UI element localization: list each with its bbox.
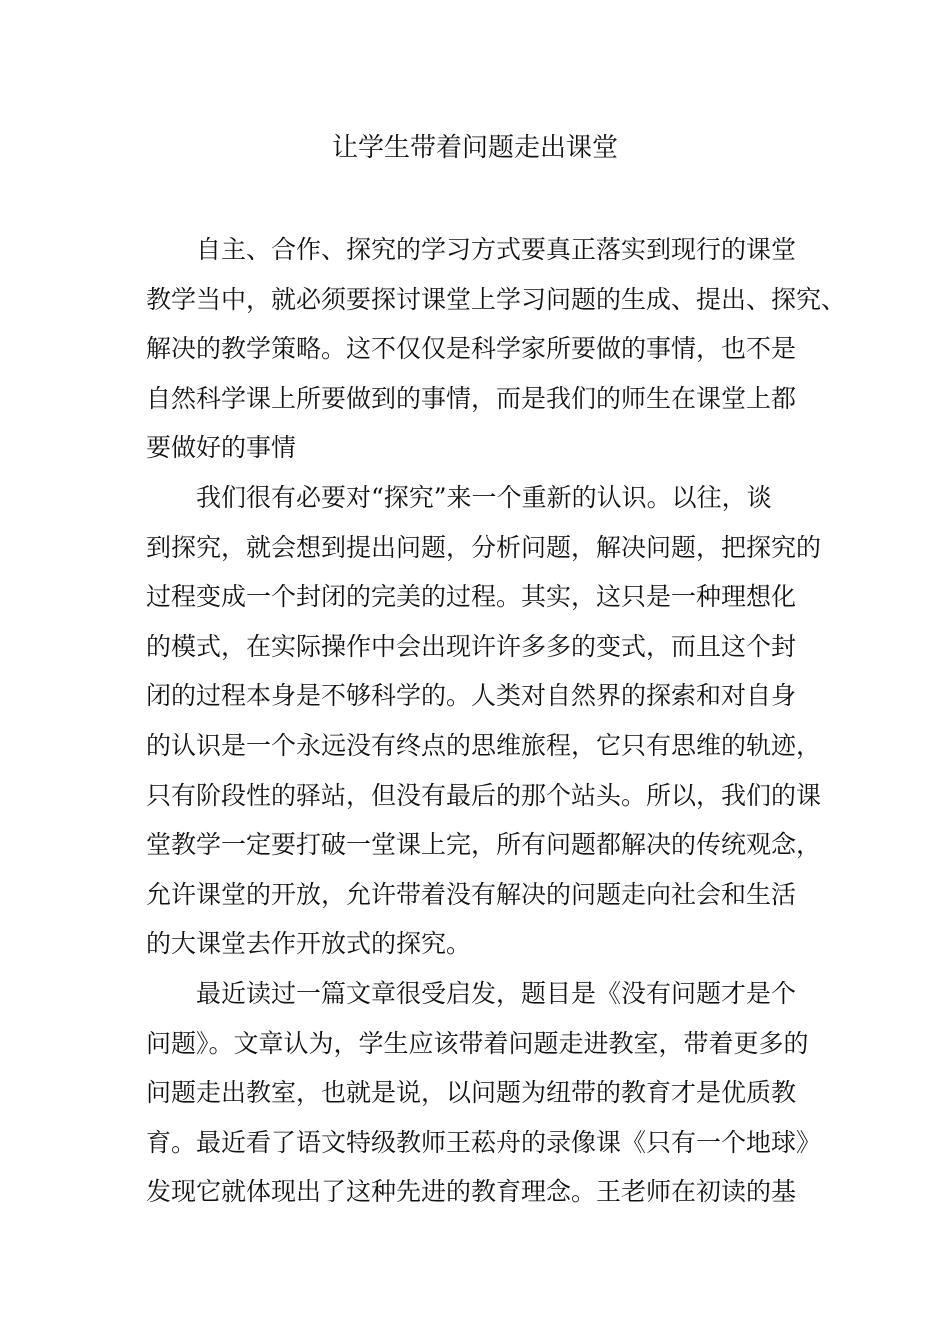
text-line: 育。最近看了语文特级教师王菘舟的录像课《只有一个地球》	[146, 1127, 822, 1157]
text-line: 的大课堂去作开放式的探究。	[146, 929, 472, 959]
text-line: 问题》。文章认为，学生应该带着问题走进教室，带着更多的	[146, 1028, 809, 1058]
text-line: 要做好的事情	[146, 433, 297, 463]
text-line: 的认识是一个永远没有终点的思维旅程，它只有思维的轨迹，	[146, 730, 822, 760]
text-line: 的模式，在实际操作中会出现许许多多的变式，而且这个封	[146, 631, 797, 661]
text-line: 自主、合作、探究的学习方式要真正落实到现行的课堂	[196, 235, 797, 264]
text-line: 到探究，就会想到提出问题，分析问题，解决问题，把探究的	[146, 532, 822, 562]
text-line: 自然科学课上所要做到的事情，而是我们的师生在课堂上都	[146, 383, 797, 413]
text-line: 允许课堂的开放，允许带着没有解决的问题走向社会和生活	[146, 879, 797, 909]
document-title: 让学生带着问题走出课堂	[331, 133, 618, 163]
text-line: 问题走出教室，也就是说，以问题为纽带的教育才是优质教	[146, 1078, 797, 1108]
text-line: 我们很有必要对“探究”来一个重新的认识。以往，谈	[196, 482, 772, 512]
text-line: 只有阶段性的驿站，但没有最后的那个站头。所以，我们的课	[146, 780, 822, 810]
paragraph-3	[146, 969, 826, 1217]
text-line: 闭的过程本身是不够科学的。人类对自然界的探索和对自身	[146, 681, 797, 711]
text-line: 最近读过一篇文章很受启发，题目是《没有问题才是个	[196, 978, 797, 1008]
text-line: 教学当中，就必须要探讨课堂上学习问题的生成、提出、探究、	[146, 284, 847, 314]
paragraph-2	[146, 473, 826, 969]
text-line: 发现它就体现出了这种先进的教育理念。王老师在初读的基	[146, 1177, 797, 1207]
document-body	[146, 225, 847, 1217]
text-line: 解决的教学策略。这不仅仅是科学家所要做的事情，也不是	[146, 334, 797, 364]
text-line: 堂教学一定要打破一堂课上完，所有问题都解决的传统观念，	[146, 830, 822, 860]
text-line: 过程变成一个封闭的完美的过程。其实，这只是一种理想化	[146, 582, 797, 612]
paragraph-1	[146, 225, 847, 473]
